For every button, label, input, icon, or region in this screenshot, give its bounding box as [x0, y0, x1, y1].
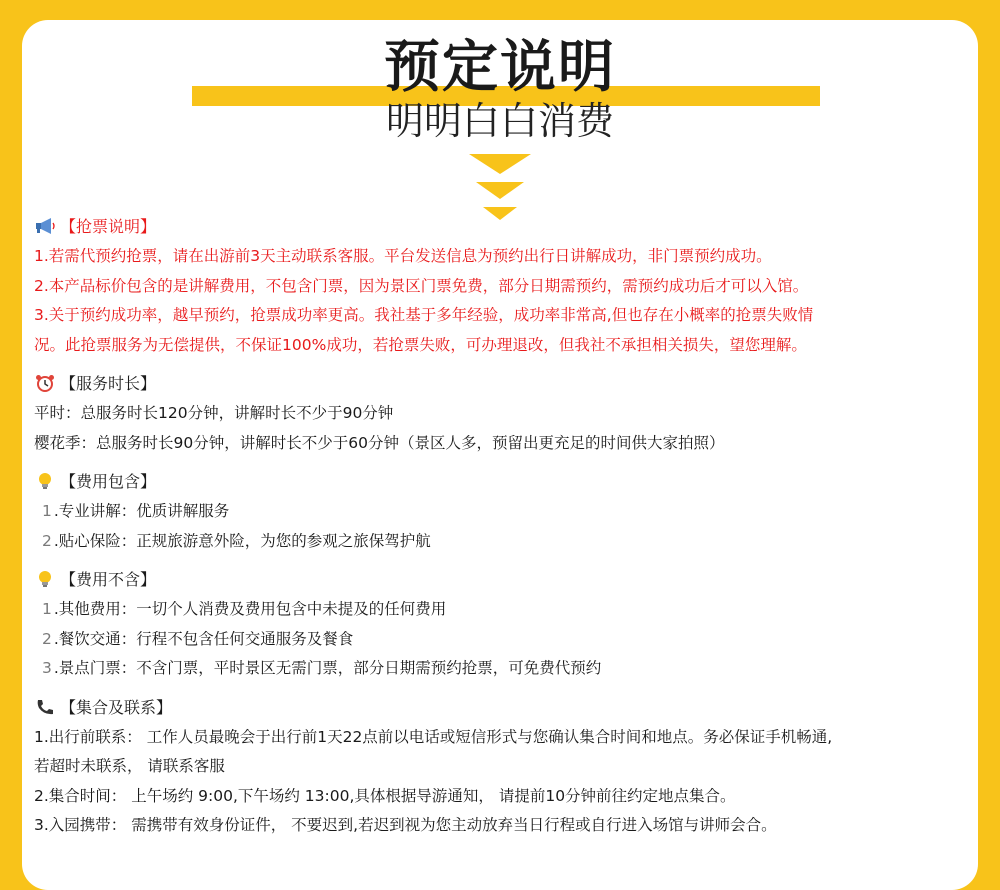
section-header [34, 693, 974, 723]
section-fee-includes [34, 467, 974, 556]
text-line: 况。此抢票服务为无偿提供，不保证100%成功，若抢票失败，可办理退改，但我社不承担相关损失，望您理解。 [34, 335, 807, 354]
list-text: .景点门票：不含门票，平时景区无需门票，部分日期需预约抢票，可免费代预约 [53, 659, 602, 677]
content-card [22, 20, 978, 890]
text-line: 2.本产品标价包含的是讲解费用，不包含门票，因为景区门票免费，部分日期需预约，需预约成功后才可以入馆。 [34, 276, 809, 295]
lightbulb-icon [34, 472, 56, 490]
text-line: 平时：总服务时长120分钟，讲解时长不少于90分钟 [34, 404, 394, 422]
section-fee-excludes [34, 565, 974, 684]
list-item [34, 625, 974, 655]
section-title: 【抢票说明】 [60, 217, 157, 236]
page-subtitle: 明明白白消费 [385, 99, 614, 143]
list-text: .贴心保险：正规旅游意外险，为您的参观之旅保驾护航 [53, 531, 431, 550]
list-number: 2 [42, 531, 52, 550]
text-line: 若超时未联系， 请联系客服 [34, 757, 225, 775]
list-number: 2 [42, 629, 52, 648]
section-meeting-contact [34, 693, 974, 841]
text-line: 3.关于预约成功率，越早预约，抢票成功率更高。我社基于多年经验，成功率非常高,但也存在小概率的抢票失败情 [34, 306, 814, 324]
text-line: 1.出行前联系： 工作人员最晚会于出行前1天22点前以电话或短信形式与您确认集合时间和地点。务必保证手机畅通, [34, 727, 833, 746]
section-title: 【服务时长】 [60, 374, 157, 393]
list-item [34, 527, 974, 557]
text-line: 1.若需代预约抢票，请在出游前3天主动联系客服。平台发送信息为预约出行日讲解成功，非门票预约成功。 [34, 247, 772, 265]
list-item [34, 497, 974, 527]
section-title: 【费用不含】 [60, 570, 157, 589]
text-line: 2.集合时间： 上午场约 9:00,下午场约 13:00,具体根据导游通知， 请提前10分钟前往约定地点集合。 [34, 786, 736, 805]
text-line: 3.入园携带： 需携带有效身份证件， 不要迟到,若迟到视为您主动放弃当日行程或自行进入场馆与讲师会合。 [34, 816, 777, 834]
text-line: 樱花季：总服务时长90分钟，讲解时长不少于60分钟（景区人多，预留出更充足的时间供大家拍照） [34, 433, 725, 452]
section-header [34, 369, 974, 399]
section-header [34, 467, 974, 497]
list-text: .专业讲解：优质讲解服务 [53, 502, 230, 520]
section-title: 【费用包含】 [60, 472, 157, 491]
phone-icon [34, 698, 56, 716]
list-item [34, 654, 974, 684]
alarm-clock-icon [34, 374, 56, 392]
list-text: .餐饮交通：行程不包含任何交通服务及餐食 [53, 629, 354, 648]
section-header [34, 565, 974, 595]
list-item [34, 595, 974, 625]
section-title: 【集合及联系】 [60, 697, 173, 717]
page-title: 预定说明 [384, 35, 616, 100]
list-text: .其他费用：一切个人消费及费用包含中未提及的任何费用 [53, 600, 447, 618]
section-service-duration [34, 369, 974, 458]
booking-notes [34, 212, 974, 850]
list-number: 1 [42, 502, 52, 520]
section-ticket-notes [34, 212, 974, 360]
section-header [34, 212, 974, 242]
list-number: 3 [42, 659, 52, 677]
megaphone-icon [34, 217, 56, 235]
lightbulb-icon [34, 570, 56, 588]
list-number: 1 [42, 600, 52, 618]
